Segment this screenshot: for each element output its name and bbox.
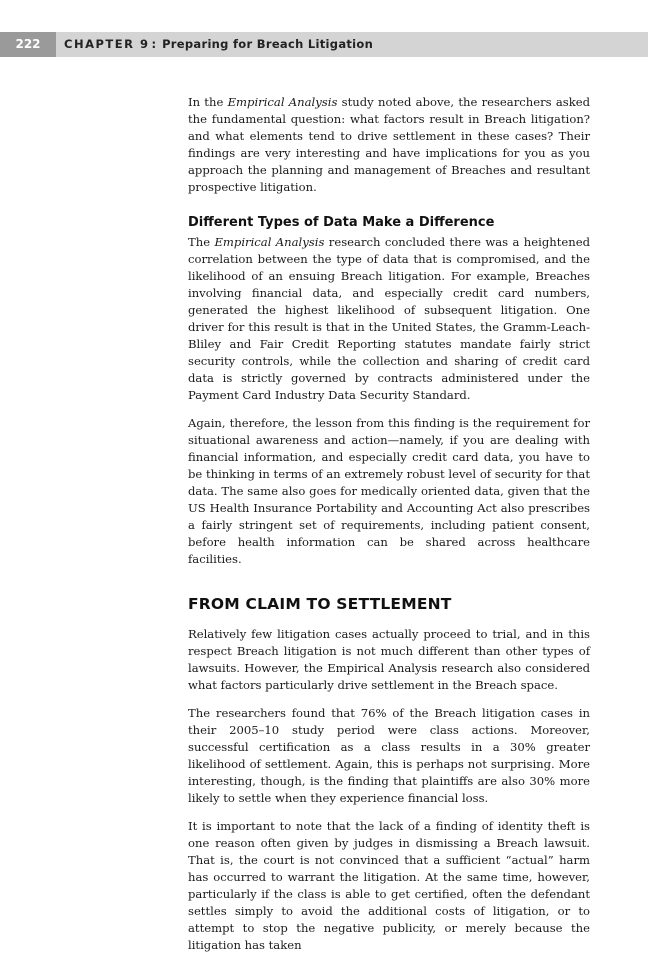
chapter-label — [64, 32, 373, 57]
paragraph: It is important to note that the lack of a finding of identity theft is one reason often given by judges in dismissing a Breach lawsuit. That is, the court is not convinced that a sufficient “actual” harm has occurred to warrant the litigation. At the same time, however, particularly if the class is able to get certified, often the defendant settles simply to avoid the additional costs of litigation, or to attempt to stop the negative publicity, or merely because the litigation has taken — [188, 819, 590, 952]
paragraph: The researchers found that 76% of the Breach litigation cases in their 2005–10 study period were class actions. Moreover, successful certification as a class results in a 30% greater likelihood of settlement. Again, this is perhaps not surprising. More interesting, though, is the finding that plaintiffs are also 30% more likely to settle when they experience financial loss. — [188, 706, 590, 805]
running-header — [0, 32, 648, 57]
chapter-title: Preparing for Breach Litigation — [162, 37, 374, 51]
chapter-separator: : — [151, 37, 157, 51]
subsection-heading: Different Types of Data Make a Difference — [188, 215, 495, 230]
page-number: 222 — [0, 32, 56, 57]
emphasis-title: Empirical Analysis — [214, 235, 325, 249]
intro-paragraph: In the Empirical Analysis study noted above, the researchers asked the fundamental question: what factors result in Breach litigation? and what elements tend to drive settlement in these cases? Their findings are very interesting and have implications for you as you approach the planning and management of Breaches and resultant prospective litigation. — [188, 95, 590, 194]
section-heading: FROM CLAIM TO SETTLEMENT — [188, 595, 452, 613]
page-body — [188, 94, 590, 965]
paragraph: Relatively few litigation cases actually proceed to trial, and in this respect Breach litigation is not much different than other types of lawsuits. However, the Empirical Analysis research also considered what factors particularly drive settlement in the Breach space. — [188, 627, 590, 692]
paragraph: Again, therefore, the lesson from this finding is the requirement for situational awareness and action—namely, if you are dealing with financial information, and especially credit card data, you have to be thinking in terms of an extremely robust level of security for that data. The same also goes for medically oriented data, given that the US Health Insurance Portability and Accounting Act also prescribes a fairly stringent set of requirements, including patient consent, before health information can be shared across healthcare facilities. — [188, 416, 590, 566]
chapter-number: CHAPTER 9 — [64, 37, 150, 51]
paragraph: The Empirical Analysis research concluded there was a heightened correlation between the type of data that is compromised, and the likelihood of an ensuing Breach litigation. For example, Breaches involving financial data, and especially credit card numbers, generated the highest likelihood of subsequent litigation. One driver for this result is that in the United States, the Gramm-Leach-Bliley and Fair Credit Reporting statutes mandate fairly strict security controls, while the collection and sharing of credit card data is strictly governed by contracts administered under the Payment Card Industry Data Security Standard. — [188, 235, 590, 402]
emphasis-title: Empirical Analysis — [227, 95, 338, 109]
